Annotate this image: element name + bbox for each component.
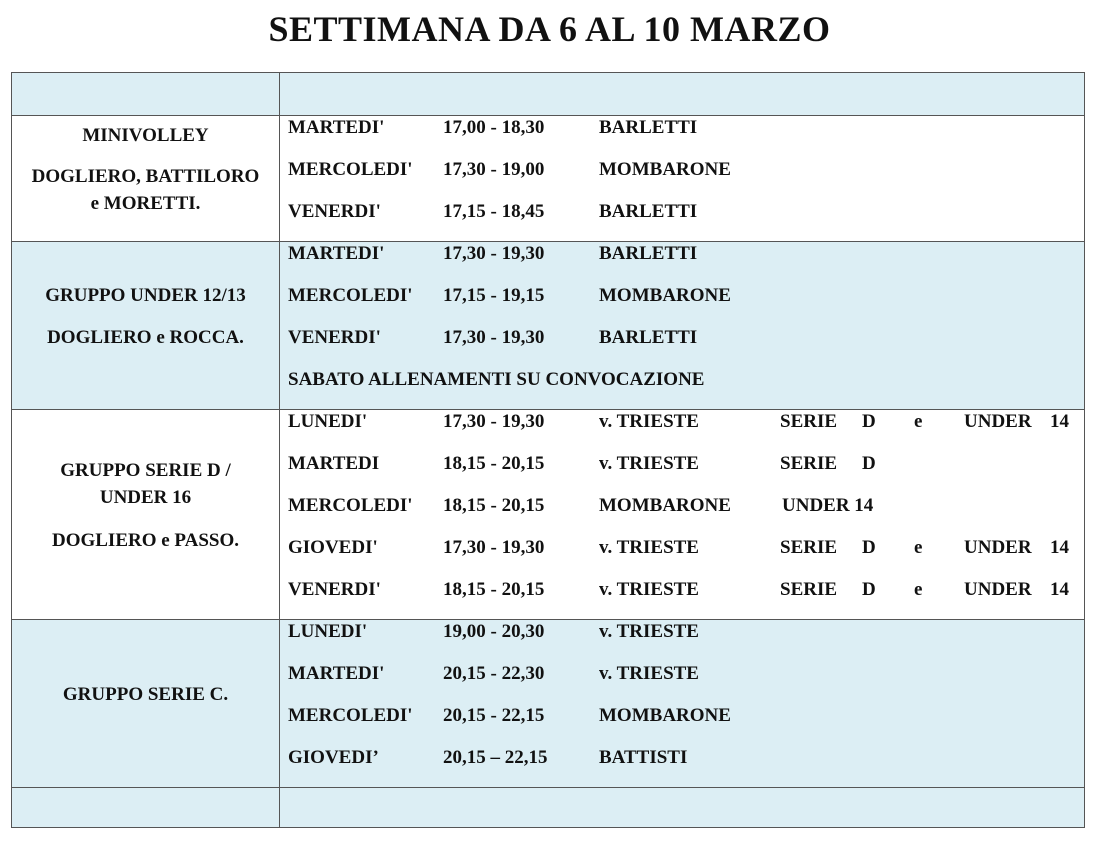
place-cell: v. TRIESTE (599, 663, 699, 684)
day-cell: MARTEDI' (288, 663, 385, 684)
schedule-row (12, 243, 1084, 273)
note-word: D (862, 537, 876, 558)
schedule-row (12, 159, 1084, 189)
place-cell: BATTISTI (599, 747, 688, 768)
group-name-cont: UNDER 16 (99, 487, 192, 508)
group-name: GRUPPO SERIE D / (60, 460, 231, 481)
place-cell: MOMBARONE (599, 495, 731, 516)
group-coaches: DOGLIERO e PASSO. (51, 530, 240, 551)
day-cell: VENERDI' (288, 201, 381, 222)
group-coaches-cont: e MORETTI. (90, 193, 201, 214)
schedule-row (12, 495, 1084, 525)
time-cell: 18,15 - 20,15 (443, 495, 545, 516)
note-word: D (862, 411, 876, 432)
note-word: UNDER (964, 579, 1032, 600)
schedule-row (12, 453, 1084, 483)
note-word: 14 (1050, 537, 1069, 558)
day-cell: MERCOLEDI' (288, 495, 413, 516)
day-cell: GIOVEDI’ (288, 747, 379, 768)
note-word: 14 (1050, 579, 1069, 600)
time-cell: 17,30 - 19,00 (443, 159, 545, 180)
schedule-row (12, 747, 1084, 777)
time-cell: 17,15 - 19,15 (443, 285, 545, 306)
time-cell: 19,00 - 20,30 (443, 621, 545, 642)
schedule-row (12, 537, 1084, 567)
time-cell: 20,15 – 22,15 (443, 747, 548, 768)
note-word: e (914, 579, 923, 600)
note-cell: UNDER 14 (782, 495, 874, 516)
place-cell: BARLETTI (599, 243, 698, 264)
note-word: SERIE (780, 411, 838, 432)
note-word: UNDER (964, 537, 1032, 558)
note-word: e (914, 411, 923, 432)
note-word: D (862, 579, 876, 600)
schedule-row (12, 285, 1084, 315)
place-cell: MOMBARONE (599, 285, 731, 306)
schedule-row (12, 621, 1084, 651)
place-cell: v. TRIESTE (599, 579, 699, 600)
schedule-row (12, 411, 1084, 441)
table-footer-row (12, 788, 1084, 827)
note-word: SERIE (780, 453, 838, 474)
note-word: e (914, 537, 923, 558)
time-cell: 17,30 - 19,30 (443, 327, 545, 348)
day-cell: MERCOLEDI' (288, 285, 413, 306)
time-cell: 20,15 - 22,15 (443, 705, 545, 726)
note-word: SERIE (780, 579, 838, 600)
note-word: SERIE (780, 537, 838, 558)
place-cell: v. TRIESTE (599, 411, 699, 432)
group-name: MINIVOLLEY (82, 125, 209, 146)
place-cell: BARLETTI (599, 201, 698, 222)
time-cell: 17,30 - 19,30 (443, 243, 545, 264)
day-cell: MARTEDI (288, 453, 380, 474)
schedule-table (11, 72, 1085, 828)
group-coaches: DOGLIERO e ROCCA. (47, 327, 244, 348)
time-cell: 18,15 - 20,15 (443, 453, 545, 474)
schedule-row (12, 705, 1084, 735)
group-under-12-13 (12, 242, 1084, 410)
note-cell: SABATO ALLENAMENTI SU CONVOCAZIONE (288, 369, 705, 390)
day-cell: MERCOLEDI' (288, 705, 413, 726)
page-title: SETTIMANA DA 6 AL 10 MARZO (268, 9, 831, 49)
note-word: 14 (1050, 411, 1069, 432)
group-coaches: DOGLIERO, BATTILORO (31, 166, 260, 187)
day-cell: MARTEDI' (288, 243, 385, 264)
group-serie-d-under-16 (12, 410, 1084, 620)
day-cell: MARTEDI' (288, 117, 385, 138)
place-cell: v. TRIESTE (599, 453, 699, 474)
group-name: GRUPPO SERIE C. (62, 684, 229, 705)
time-cell: 17,30 - 19,30 (443, 537, 545, 558)
schedule-row (12, 579, 1084, 609)
group-serie-c (12, 620, 1084, 788)
time-cell: 17,30 - 19,30 (443, 411, 545, 432)
group-minivolley (12, 116, 1084, 242)
place-cell: v. TRIESTE (599, 621, 699, 642)
table-header-row (12, 73, 1084, 116)
schedule-row (12, 327, 1084, 357)
day-cell: MERCOLEDI' (288, 159, 413, 180)
note-word: UNDER (964, 411, 1032, 432)
day-cell: LUNEDI' (288, 621, 368, 642)
day-cell: VENERDI' (288, 579, 381, 600)
place-cell: MOMBARONE (599, 705, 731, 726)
place-cell: BARLETTI (599, 327, 698, 348)
place-cell: MOMBARONE (599, 159, 731, 180)
group-name: GRUPPO UNDER 12/13 (45, 285, 246, 306)
time-cell: 20,15 - 22,30 (443, 663, 545, 684)
place-cell: BARLETTI (599, 117, 698, 138)
schedule-note-row (12, 369, 1084, 399)
schedule-row (12, 201, 1084, 231)
time-cell: 17,15 - 18,45 (443, 201, 545, 222)
schedule-row (12, 663, 1084, 693)
schedule-row (12, 117, 1084, 147)
note-word: D (862, 453, 876, 474)
day-cell: GIOVEDI' (288, 537, 378, 558)
day-cell: VENERDI' (288, 327, 381, 348)
time-cell: 17,00 - 18,30 (443, 117, 545, 138)
day-cell: LUNEDI' (288, 411, 368, 432)
place-cell: v. TRIESTE (599, 537, 699, 558)
time-cell: 18,15 - 20,15 (443, 579, 545, 600)
